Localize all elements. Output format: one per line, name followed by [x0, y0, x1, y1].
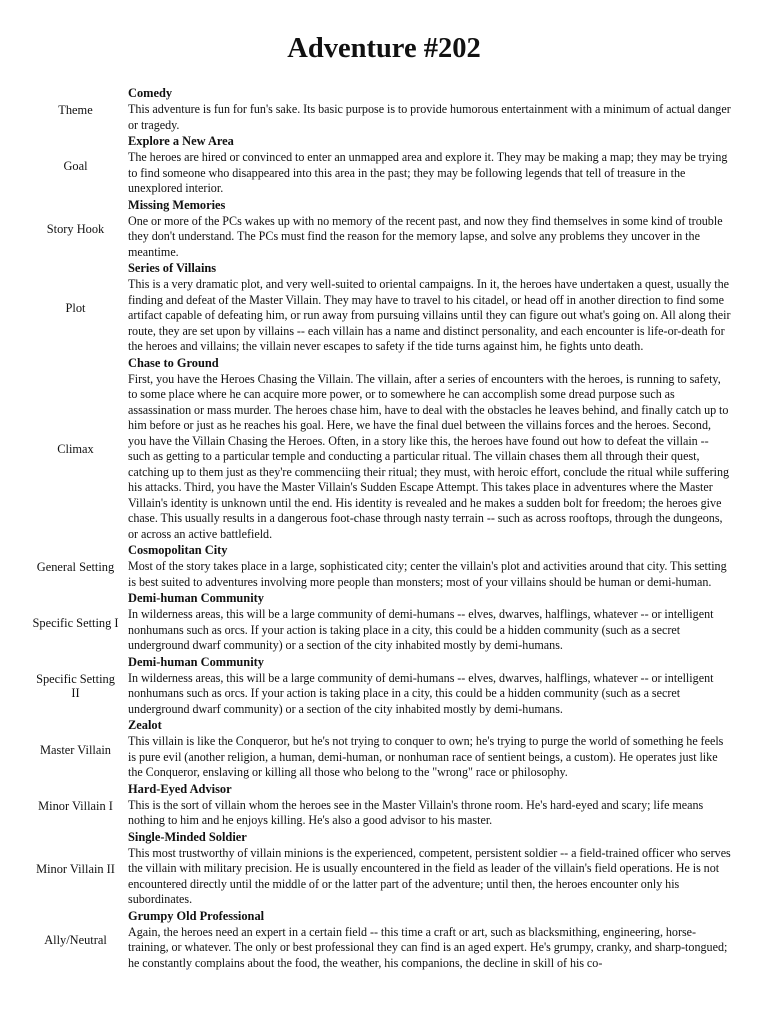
row-label: Story Hook: [46, 222, 105, 237]
row-heading: Demi-human Community: [128, 591, 264, 605]
row-description: In wilderness areas, this will be a large community of demi-humans -- elves, dwarves, halflings, whatever -- or intelligent nonhumans such as orcs. If your action is taking place in a city, this could be a hidden community (such as a secret underground dwarf community) or a section of the city inhabited mostly by demi-humans.: [128, 607, 714, 652]
table-row: [0, 356, 768, 544]
row-content: [128, 134, 732, 198]
row-label: Goal: [63, 158, 88, 173]
page-title: Adventure #202: [287, 33, 481, 64]
table-row: [0, 261, 768, 356]
table-row: [0, 134, 768, 198]
row-description: This adventure is fun for fun's sake. Its basic purpose is to provide humorous entertainment with a minimum of actual danger or tragedy.: [128, 102, 731, 132]
table-row: [0, 543, 768, 591]
row-heading: Comedy: [128, 86, 173, 100]
row-label: General Setting: [36, 560, 115, 574]
table-row: [0, 909, 768, 973]
row-label: Specific Setting I: [32, 615, 119, 630]
row-label: Master Villain: [40, 742, 111, 757]
row-heading: Grumpy Old Professional: [128, 908, 265, 923]
adventure-table: [0, 86, 768, 972]
row-heading: Hard-Eyed Advisor: [128, 781, 232, 796]
row-description: Most of the story takes place in a large, sophisticated city; center the villain's plot and activities around that city. This setting is best suited to adventures involving more people than monsters; most of your villains should be human or demi-human.: [128, 559, 727, 589]
row-label: Minor Villain II: [36, 862, 115, 876]
row-heading: Chase to Ground: [128, 355, 219, 370]
row-content: [128, 543, 732, 591]
row-description: One or more of the PCs wakes up with no memory of the recent past, and now they find themselves in some kind of trouble they don't understand. The PCs must find the reason for the memory lapse, and solve any problems they uncover in the meantime.: [128, 213, 723, 259]
row-description: This villain is like the Conqueror, but he's not trying to conquer to own; he's trying to purge the world of something he feels is pure evil (another religion, a human, demi-human, or nonhuman race of sentient beings, a custom). He operates just like the Conqueror, enslaving or killing all those who belong to the "wrong" race or philosophy.: [128, 734, 724, 779]
row-heading: Explore a New Area: [128, 134, 234, 148]
row-content: [128, 86, 732, 134]
row-description: First, you have the Heroes Chasing the Villain. The villain, after a series of encounters with the heroes, is running to safety, to some place where he can acquire more power, or to somewhere he can accomplish some dread purpose such as assassination or mass murder. The heroes chase him, have to deal with the obstacles he leaves behind, and finally catch up to him before or just as he reaches his goal. Here, we have the final duel between the villains forces and the heroes. Second, you have the Villain Chasing the Heroes. Often, in a story like this, the heroes have found out how to defeat the villain -- such as getting to a particular temple and conducting a particular ritual. The villain chases them all through their quest, catching up to them just as they're commenciing their ritual; they must, with heroic effort, conclude the ritual while suffering his attacks. Third, you have the Master Villain's Sudden Escape Attempt. This takes place in adventures where the Master Villain's identity is unknown until the end. His identity is revealed and he makes a sudden bolt for freedom; the heroes give chase. This usually results in a dangerous foot-chase through nasty terrain -- such as across rooftops, through the dungeons, or across an active battlefield.: [128, 371, 730, 541]
row-description: Again, the heroes need an expert in a certain field -- this time a craft or art, such as blacksmithing, engineering, horse-training, or whatever. The only or best professional they can find is an aged expert. He's grumpy, cranky, and sharp-tongued; he constantly complains about the food, the weather, his companions, the decline in skill of his co-: [128, 924, 728, 970]
row-content: [128, 591, 732, 655]
row-description: This is a very dramatic plot, and very well-suited to oriental campaigns. In it, the heroes have undertaken a quest, usually the finding and defeat of the Master Villain. They may have to travel to his citadel, or head off in another direction to find some artifact capable of defeating him, or run away from pursuing villains until they can figure out what's going on. All along their route, they are set upon by villains -- each villain has a name and distinct personality, and each encounter is life-or-death for the heroes and villains; the villain never escapes to safety if the tide turns against him, he fights unto death.: [128, 277, 731, 353]
row-heading: Series of Villains: [128, 261, 217, 275]
row-heading: Missing Memories: [128, 197, 226, 212]
row-description: This is the sort of villain whom the heroes see in the Master Villain's throne room. He's hard-eyed and scary; life means nothing to him and he enjoys killing. He's also a good advisor to his master.: [128, 797, 704, 827]
row-description: This most trustworthy of villain minions is the experienced, competent, persistent soldier -- a field-trained officer who serves the villain with military precision. He is usually encountered in the field as leader of the villain's field operations. He is not encountered directly until the middle of or the latter part of the adventure; until then, the heroes encounter only his subordinates.: [128, 845, 731, 906]
table-row: [0, 655, 768, 719]
row-content: [128, 830, 732, 909]
row-content: [128, 261, 732, 356]
row-heading: Single-Minded Soldier: [128, 829, 247, 844]
row-label: Theme: [58, 103, 93, 117]
row-content: [128, 198, 732, 262]
table-row: [0, 830, 768, 909]
row-content: [128, 718, 732, 782]
table-row: [0, 198, 768, 262]
table-row: [0, 86, 768, 134]
row-description: The heroes are hired or convinced to enter an unmapped area and explore it. They may be making a map; they may be trying to find someone who disappeared into this area in the past; they may be following legends that tell of treasure in the unexplored interior.: [128, 150, 728, 195]
row-label: Minor Villain I: [38, 798, 113, 813]
row-label: Climax: [57, 442, 94, 457]
row-label: Plot: [65, 301, 86, 316]
table-row: [0, 782, 768, 830]
row-description: In wilderness areas, this will be a large community of demi-humans -- elves, dwarves, halflings, whatever -- or intelligent nonhumans such as orcs. If your action is taking place in a city, this could be a hidden community (such as a secret underground dwarf community) or a section of the city inhabited mostly by demi-humans.: [128, 670, 714, 716]
row-heading: Cosmopolitan City: [128, 543, 228, 557]
row-label: Ally/Neutral: [44, 933, 107, 948]
row-heading: Zealot: [128, 718, 162, 732]
row-content: [128, 356, 732, 544]
table-row: [0, 718, 768, 782]
row-heading: Demi-human Community: [128, 654, 264, 669]
row-content: [128, 782, 732, 830]
row-content: [128, 909, 732, 973]
row-content: [128, 655, 732, 719]
row-label: Specific Setting II: [36, 672, 115, 701]
table-row: [0, 591, 768, 655]
